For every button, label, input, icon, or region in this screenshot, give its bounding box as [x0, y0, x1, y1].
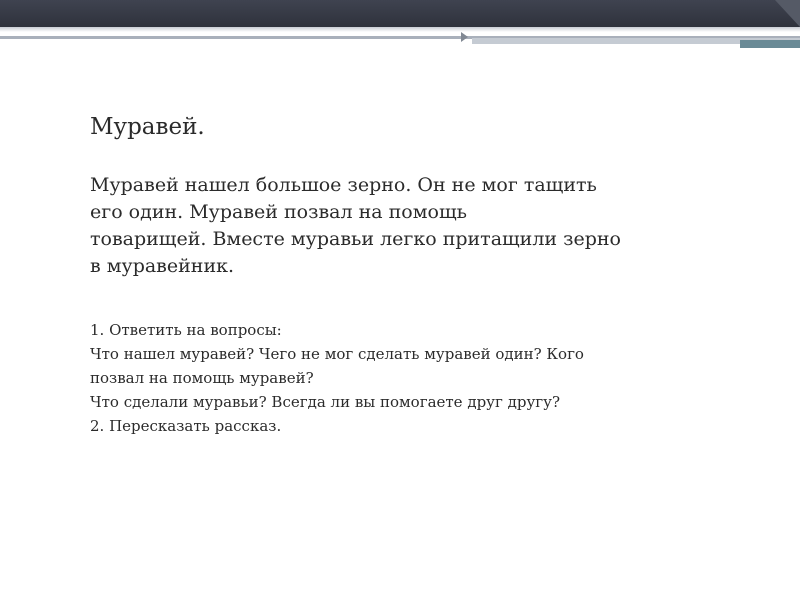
corner-decoration [775, 0, 800, 27]
slide-title: Муравей. [90, 114, 205, 140]
task-line: 1. Ответить на вопросы: [90, 321, 282, 339]
story-text [90, 172, 710, 280]
story-line: его один. Муравей позвал на помощь [90, 201, 467, 223]
play-triangle-icon [461, 32, 468, 42]
task-line: Что сделали муравьи? Всегда ли вы помогаете друг другу? [90, 393, 561, 411]
task-list [90, 318, 730, 438]
task-line: 2. Пересказать рассказ. [90, 417, 282, 435]
header-bar [0, 0, 800, 27]
story-line: в муравейник. [90, 255, 235, 277]
task-line: позвал на помощь муравей? [90, 369, 314, 387]
task-line: Что нашел муравей? Чего не мог сделать муравей один? Кого [90, 345, 584, 363]
accent-band-teal [740, 40, 800, 48]
story-line: Муравей нашел большое зерно. Он не мог тащить [90, 174, 597, 196]
story-line: товарищей. Вместе муравьи легко притащили зерно [90, 228, 621, 250]
header-shadow [0, 27, 800, 32]
